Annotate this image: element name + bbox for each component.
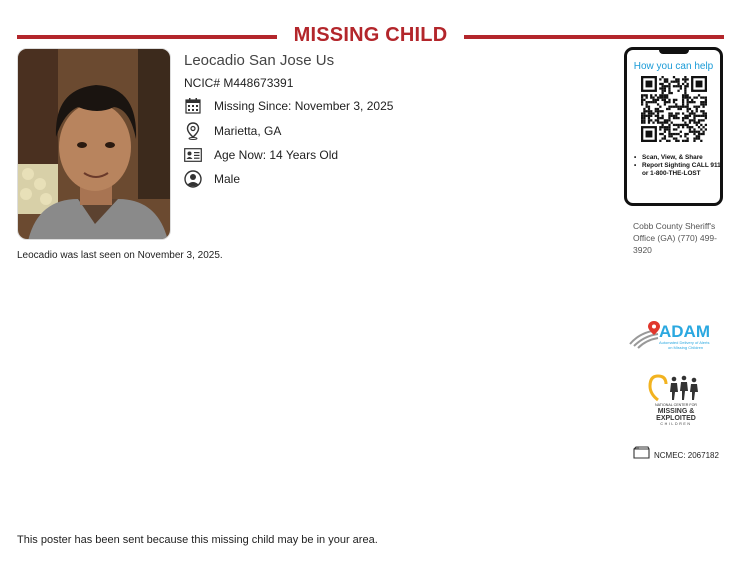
adam-tagline-2: on Missing Children: [668, 345, 704, 350]
header-rule-right: [464, 35, 724, 39]
age-row: [184, 146, 338, 164]
location-row: [184, 122, 281, 140]
ncmec-line-3: EXPLOITED: [656, 415, 696, 422]
adam-tagline-1: Automated Delivery of Alerts: [659, 340, 710, 345]
how-you-can-help-panel: [624, 47, 723, 206]
location-pin-icon: [184, 122, 202, 140]
header-rule-left: [17, 35, 277, 39]
contact-agency: Cobb County Sheriff's Office (GA) (770) 499-3920: [633, 221, 717, 255]
help-title: How you can help: [633, 61, 714, 72]
adam-logo: [628, 318, 720, 359]
missing-since-row: [184, 97, 393, 115]
sex: Male: [214, 172, 241, 186]
ncmec-id: NCMEC: 2067182: [654, 450, 719, 460]
id-card-icon: [184, 146, 202, 164]
footer-notice: This poster has been sent because this missing child may be in your area.: [17, 534, 378, 546]
missing-since: Missing Since: November 3, 2025: [214, 99, 394, 113]
folder-icon: [633, 446, 650, 464]
adam-wordmark: ADAM: [659, 322, 710, 341]
child-name: Leocadio San Jose Us: [184, 52, 335, 69]
location: Marietta, GA: [214, 124, 282, 138]
help-item: • Report Sighting CALL 911 or 1-800-THE-LOST: [633, 162, 721, 178]
ncic-number: NCIC# M448673391: [184, 76, 294, 90]
ncmec-line-1: NATIONAL CENTER FOR: [655, 403, 697, 407]
age: Age Now: 14 Years Old: [214, 148, 339, 162]
calendar-icon: [184, 97, 202, 115]
qr-code[interactable]: [641, 76, 707, 147]
sex-row: [184, 170, 240, 188]
child-photo: [17, 48, 171, 240]
person-icon: [184, 170, 202, 188]
ncmec-id-row: [633, 446, 719, 464]
ncmec-line-2: MISSING &: [657, 408, 695, 415]
help-item: • Scan, View, & Share: [633, 154, 721, 162]
phone-notch: [659, 49, 689, 54]
last-seen-text: Leocadio was last seen on November 3, 2025.: [17, 250, 223, 261]
ncmec-line-4: CHILDREN: [660, 422, 692, 426]
ncmec-logo: [646, 370, 706, 435]
help-list: [633, 154, 721, 178]
poster-title: MISSING CHILD: [293, 24, 448, 46]
